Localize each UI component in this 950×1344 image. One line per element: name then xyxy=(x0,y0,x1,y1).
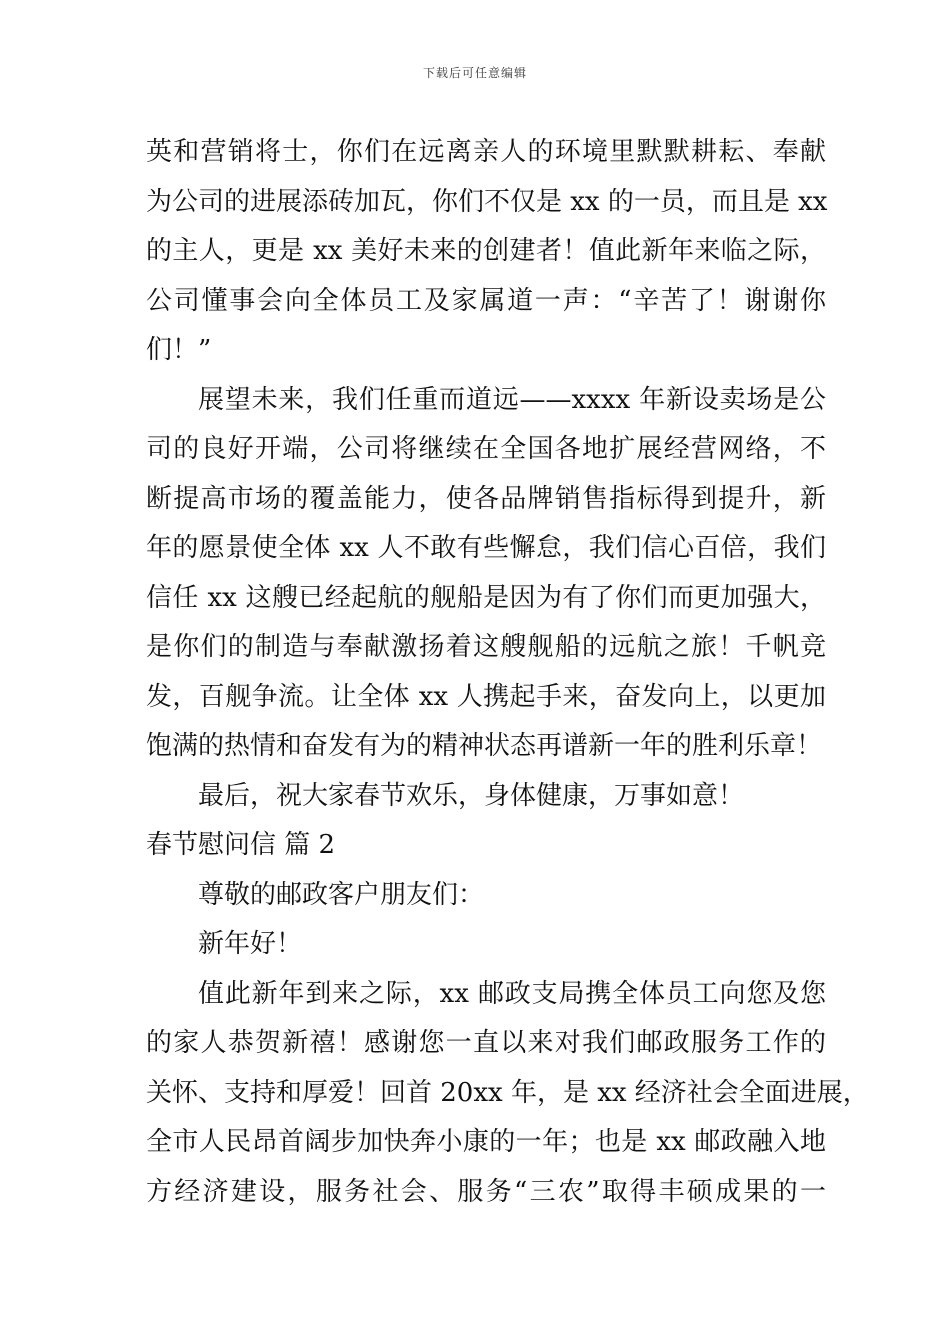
text-line: 是你们的制造与奉献激扬着这艘舰船的远航之旅！千帆竞 xyxy=(146,632,826,662)
text-line: 展望未来，我们任重而道远——xxxx 年新设卖场是公 xyxy=(198,384,826,415)
text-line: 断提高市场的覆盖能力，使各品牌销售指标得到提升，新 xyxy=(146,483,826,514)
salutation: 尊敬的邮政客户朋友们： xyxy=(198,879,485,910)
text-line: 为公司的进展添砖加瓦，你们不仅是 xx 的一员，而且是 xx xyxy=(146,186,828,217)
text-line: 值此新年到来之际，xx 邮政支局携全体员工向您及您 xyxy=(198,978,826,1009)
text-line: 们！” xyxy=(146,335,212,365)
text-line: 司的良好开端，公司将继续在全国各地扩展经营网络，不 xyxy=(146,434,826,464)
text-line: 英和营销将士，你们在远离亲人的环境里默默耕耘、奉献 xyxy=(146,137,826,167)
page-header: 下载后可任意编辑 xyxy=(422,66,527,80)
greeting: 新年好！ xyxy=(198,929,303,959)
text-line: 年的愿景使全体 xx 人不敢有些懈怠，我们信心百倍，我们 xyxy=(146,533,826,563)
text-line: 信任 xx 这艘已经起航的舰船是因为有了你们而更加强大， xyxy=(146,582,826,613)
text-line: 全市人民昂首阔步加快奔小康的一年；也是 xx 邮政融入地 xyxy=(146,1127,826,1157)
text-line: 发，百舰争流。让全体 xx 人携起手来，奋发向上，以更加 xyxy=(146,681,826,712)
text-line: 的主人，更是 xx 美好未来的创建者！值此新年来临之际， xyxy=(146,236,826,266)
text-line: 饱满的热情和奋发有为的精神状态再谱新一年的胜利乐章！ xyxy=(146,731,823,761)
text-line: 最后，祝大家春节欢乐，身体健康，万事如意！ xyxy=(198,780,745,811)
text-line: 的家人恭贺新禧！感谢您一直以来对我们邮政服务工作的 xyxy=(146,1028,826,1058)
text-line: 关怀、支持和厚爱！回首 20xx 年，是 xx 经济社会全面进展， xyxy=(146,1077,869,1108)
section-heading: 春节慰问信 篇 2 xyxy=(146,830,336,860)
document-body xyxy=(146,128,869,1217)
text-line: 方经济建设，服务社会、服务“三农”取得丰硕成果的一 xyxy=(146,1176,826,1207)
text-line: 公司懂事会向全体员工及家属道一声：“辛苦了！谢谢你 xyxy=(146,285,826,316)
